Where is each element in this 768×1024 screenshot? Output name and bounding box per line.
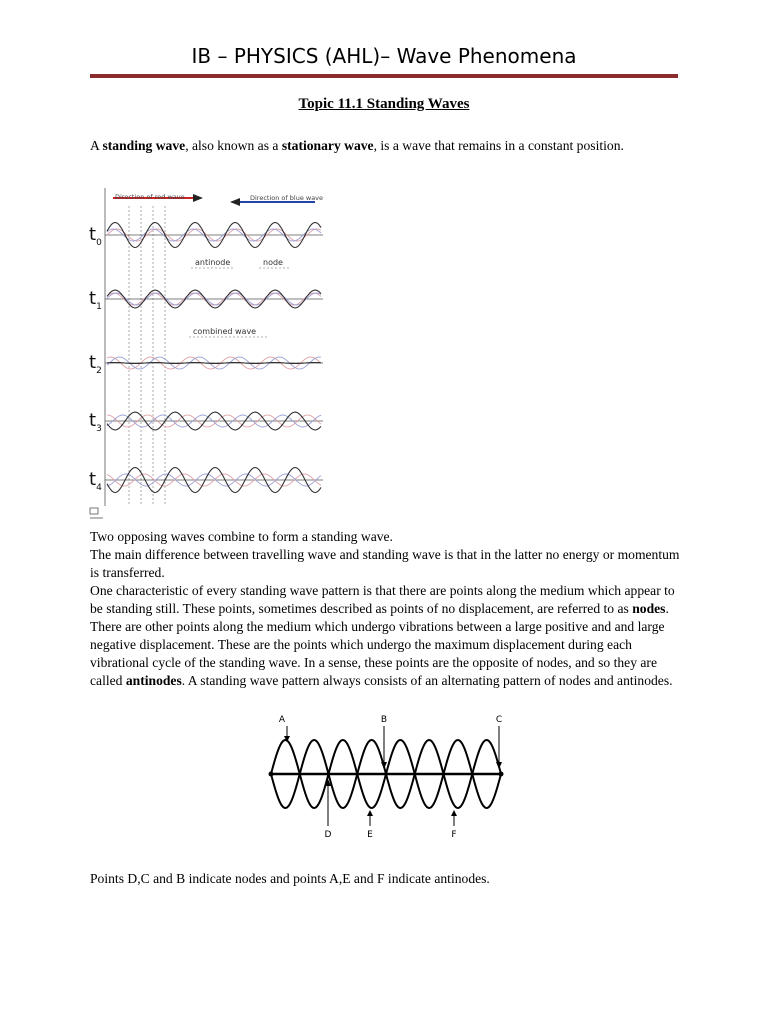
label-F: F bbox=[451, 830, 457, 840]
label-D: D bbox=[324, 830, 332, 840]
intro-a: A bbox=[90, 138, 103, 153]
time-label-0: $t_0$ bbox=[89, 224, 102, 248]
figure-caption: Points D,C and B indicate nodes and points A,E and F indicate antinodes. bbox=[90, 871, 490, 886]
header-rule bbox=[90, 74, 678, 78]
blue-direction-label: Direction of blue wave bbox=[250, 194, 324, 202]
time-label-3: $t_3$ bbox=[89, 410, 102, 434]
intro-paragraph bbox=[90, 137, 650, 155]
explanation-paragraphs bbox=[90, 528, 690, 690]
label-A: A bbox=[278, 715, 286, 725]
time-label-2: $t_2$ bbox=[89, 352, 102, 376]
label-E: E bbox=[367, 830, 373, 840]
paragraph-3 bbox=[90, 582, 690, 690]
combined-wave-label: combined wave bbox=[193, 327, 257, 336]
p3-part-a: One characteristic of every standing wave pattern is that there are points along the medium which appear to be standing still. These points, sometimes described as points of no displacement, are referred to as bbox=[90, 583, 675, 616]
nodes-antinodes-figure bbox=[262, 708, 512, 844]
term-antinodes: antinodes bbox=[125, 673, 182, 688]
left-end-dot bbox=[269, 772, 274, 777]
arrow-E-head bbox=[367, 810, 373, 816]
label-B: B bbox=[380, 715, 388, 725]
arrow-F-head bbox=[451, 810, 457, 816]
term-nodes: nodes bbox=[632, 601, 666, 616]
p3-part-c: . A standing wave pattern always consists of an alternating pattern of nodes and antinodes. bbox=[181, 673, 673, 688]
paragraph-2: The main difference between travelling wave and standing wave is that in the latter no energy or momentum is transferred. bbox=[90, 547, 680, 580]
time-label-1: $t_1$ bbox=[89, 288, 102, 312]
paragraph-1: Two opposing waves combine to form a standing wave. bbox=[90, 529, 393, 544]
arrow-C-head bbox=[496, 762, 502, 769]
term-stationary-wave: stationary wave bbox=[281, 138, 374, 153]
antinode-label: antinode bbox=[195, 258, 231, 267]
standing-wave-time-figure bbox=[85, 186, 335, 522]
label-C: C bbox=[495, 715, 503, 725]
figure-resize-icon bbox=[90, 508, 98, 514]
intro-end: , is a wave that remains in a constant position. bbox=[373, 138, 624, 153]
red-direction-label: Direction of red wave bbox=[115, 193, 185, 201]
page-header: IB – PHYSICS (AHL)– Wave Phenomena bbox=[191, 44, 577, 68]
p3-part-b: . There are other points along the medium which undergo vibrations between a large positive and and large negative displacement. These are the points which undergo the maximum displacement during each vibrational cycle of the standing wave. In a sense, these points are the opposite of nodes, and so they are called bbox=[90, 601, 669, 688]
right-end-dot bbox=[499, 772, 504, 777]
topic-title: Topic 11.1 Standing Waves bbox=[298, 96, 470, 112]
time-label-4: $t_4$ bbox=[89, 469, 102, 493]
term-standing-wave: standing wave bbox=[102, 138, 186, 153]
arrow-B-head bbox=[381, 762, 387, 769]
node-label: node bbox=[263, 258, 283, 267]
red-arrowhead bbox=[193, 194, 203, 202]
intro-mid: , also known as a bbox=[185, 138, 282, 153]
blue-arrowhead bbox=[230, 198, 240, 206]
